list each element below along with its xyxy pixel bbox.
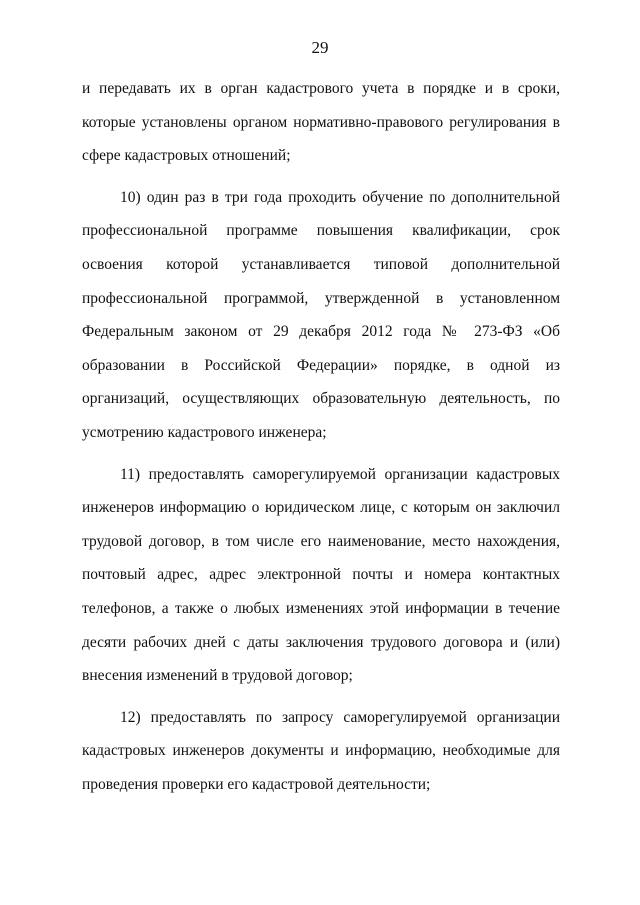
document-body [82,72,560,809]
page-number: 29 [311,38,329,57]
paragraph-item-12: 12) предоставлять по запросу саморегулируемой организации кадастровых инженеров документы и информацию, необходимые для проведения проверки его кадастровой деятельности; [82,708,560,793]
paragraph-item-11: 11) предоставлять саморегулируемой организации кадастровых инженеров информацию о юридическом лице, с которым он заключил трудовой договор, в том числе его наименование, место нахождения, почтовый адрес, адрес электронной почты и номера контактных телефонов, а также о любых изменениях этой информации в течение десяти рабочих дней с даты заключения трудового договора и (или) внесения изменений в трудовой договор; [82,465,560,685]
paragraph-continuation: и передавать их в орган кадастрового учета в порядке и в сроки, которые установлены органом нормативно-правового регулирования в сфере кадастровых отношений; [82,80,560,165]
paragraph-item-10: 10) один раз в три года проходить обучение по дополнительной профессиональной программе повышения квалификации, срок освоения которой устанавливается типовой дополнительной профессиональной программой, утвержденной в установленном Федеральным законом от 29 декабря 2012 года № 273-ФЗ «Об образовании в Российской Федерации» порядке, в одной из организаций, осуществляющих образовательную деятельность, по усмотрению кадастрового инженера; [82,188,560,441]
